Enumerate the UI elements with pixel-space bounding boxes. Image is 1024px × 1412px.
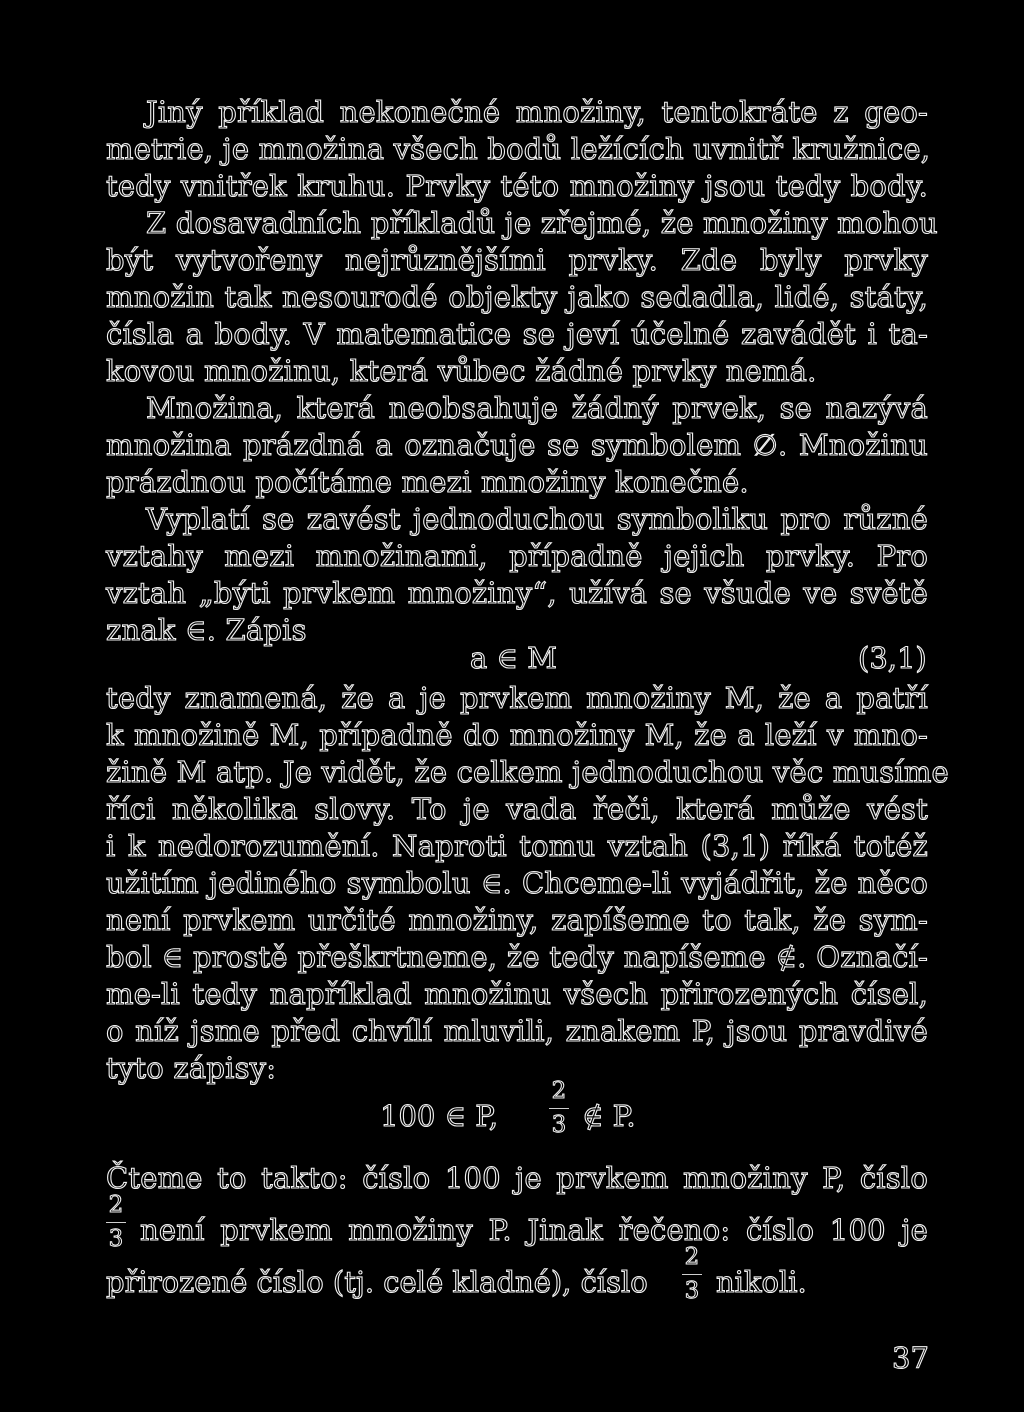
formula-a-in-m: a ∈ M: [470, 641, 557, 675]
text-line: i k nedorozumění. Naproti tomu vztah (3,1) říká totéž: [106, 829, 928, 863]
text-line: množin tak nesourodé objekty jako sedadla, lidé, státy,: [106, 280, 928, 314]
fraction-denominator: 3: [108, 1226, 124, 1252]
text-line: prázdnou počítáme mezi množiny konečné.: [106, 465, 749, 499]
fraction-numerator: 2: [551, 1078, 567, 1104]
text-line: říci několika slovy. To je vada řeči, která může vést: [106, 792, 928, 826]
text-line: k množině M, případně do množiny M, že a leží v mno-: [106, 718, 928, 752]
text-line: znak ∈. Zápis: [106, 613, 307, 647]
text-line: není prvkem určité množiny, zapíšeme to tak, že sym-: [106, 903, 928, 937]
text-line: množina prázdná a označuje se symbolem ∅. Množinu: [106, 428, 928, 462]
fraction-bar: [549, 1108, 569, 1109]
text-line: nikoli.: [716, 1265, 807, 1299]
text-line: být vytvořeny nejrůznějšími prvky. Zde byly prvky: [106, 243, 928, 277]
text-line: metrie, je množina všech bodů ležících uvnitř kružnice,: [106, 132, 931, 166]
formula-not-in-p: ∉ P.: [582, 1099, 636, 1133]
formula-100-in-p: 100 ∈ P,: [380, 1099, 499, 1133]
formula-number: (3,1): [858, 641, 927, 675]
fraction-two-thirds: [547, 1078, 571, 1140]
text-line: Čteme to takto: číslo 100 je prvkem množiny P, číslo: [106, 1161, 928, 1195]
text-line: vztah „býti prvkem množiny“, užívá se všude ve světě: [106, 576, 928, 610]
fraction-bar: [682, 1274, 702, 1275]
text-line: vztahy mezi množinami, případně jejich prvky. Pro: [106, 539, 928, 573]
fraction-two-thirds: [104, 1192, 128, 1254]
text-line: Jiný příklad nekonečné množiny, tentokráte z geo-: [146, 95, 928, 129]
text-line: není prvkem množiny P. Jinak řečeno: číslo 100 je: [140, 1213, 928, 1247]
text-line: přirozené číslo (tj. celé kladné), číslo: [106, 1265, 648, 1299]
text-line: kovou množinu, která vůbec žádné prvky nemá.: [106, 354, 817, 388]
text-line: tyto zápisy:: [106, 1051, 277, 1085]
text-line: o níž jsme před chvílí mluvili, znakem P, jsou pravdivé: [106, 1014, 928, 1048]
text-line: Množina, která neobsahuje žádný prvek, se nazývá: [146, 391, 928, 425]
text-line: Vyplatí se zavést jednoduchou symboliku pro různé: [146, 502, 928, 536]
text-line: Z dosavadních příkladů je zřejmé, že množiny mohou: [146, 206, 938, 240]
fraction-denominator: 3: [684, 1278, 700, 1304]
text-line: čísla a body. V matematice se jeví účelné zavádět i ta-: [106, 317, 928, 351]
text-line: me-li tedy například množinu všech přirozených čísel,: [106, 977, 928, 1011]
text-line: žině M atp. Je vidět, že celkem jednoduchou věc musíme: [106, 755, 949, 789]
text-line: užitím jediného symbolu ∈. Chceme-li vyjádřit, že něco: [106, 866, 928, 900]
fraction-bar: [106, 1222, 126, 1223]
text-line: bol ∈ prostě přeškrtneme, že tedy napíšeme ∉. Označí-: [106, 940, 928, 974]
fraction-denominator: 3: [551, 1112, 567, 1138]
text-line: tedy znamená, že a je prvkem množiny M, že a patří: [106, 681, 928, 715]
fraction-numerator: 2: [108, 1192, 124, 1218]
page-number: 37: [892, 1341, 929, 1375]
text-line: tedy vnitřek kruhu. Prvky této množiny jsou tedy body.: [106, 169, 928, 203]
fraction-numerator: 2: [684, 1244, 700, 1270]
fraction-two-thirds: [680, 1244, 704, 1306]
